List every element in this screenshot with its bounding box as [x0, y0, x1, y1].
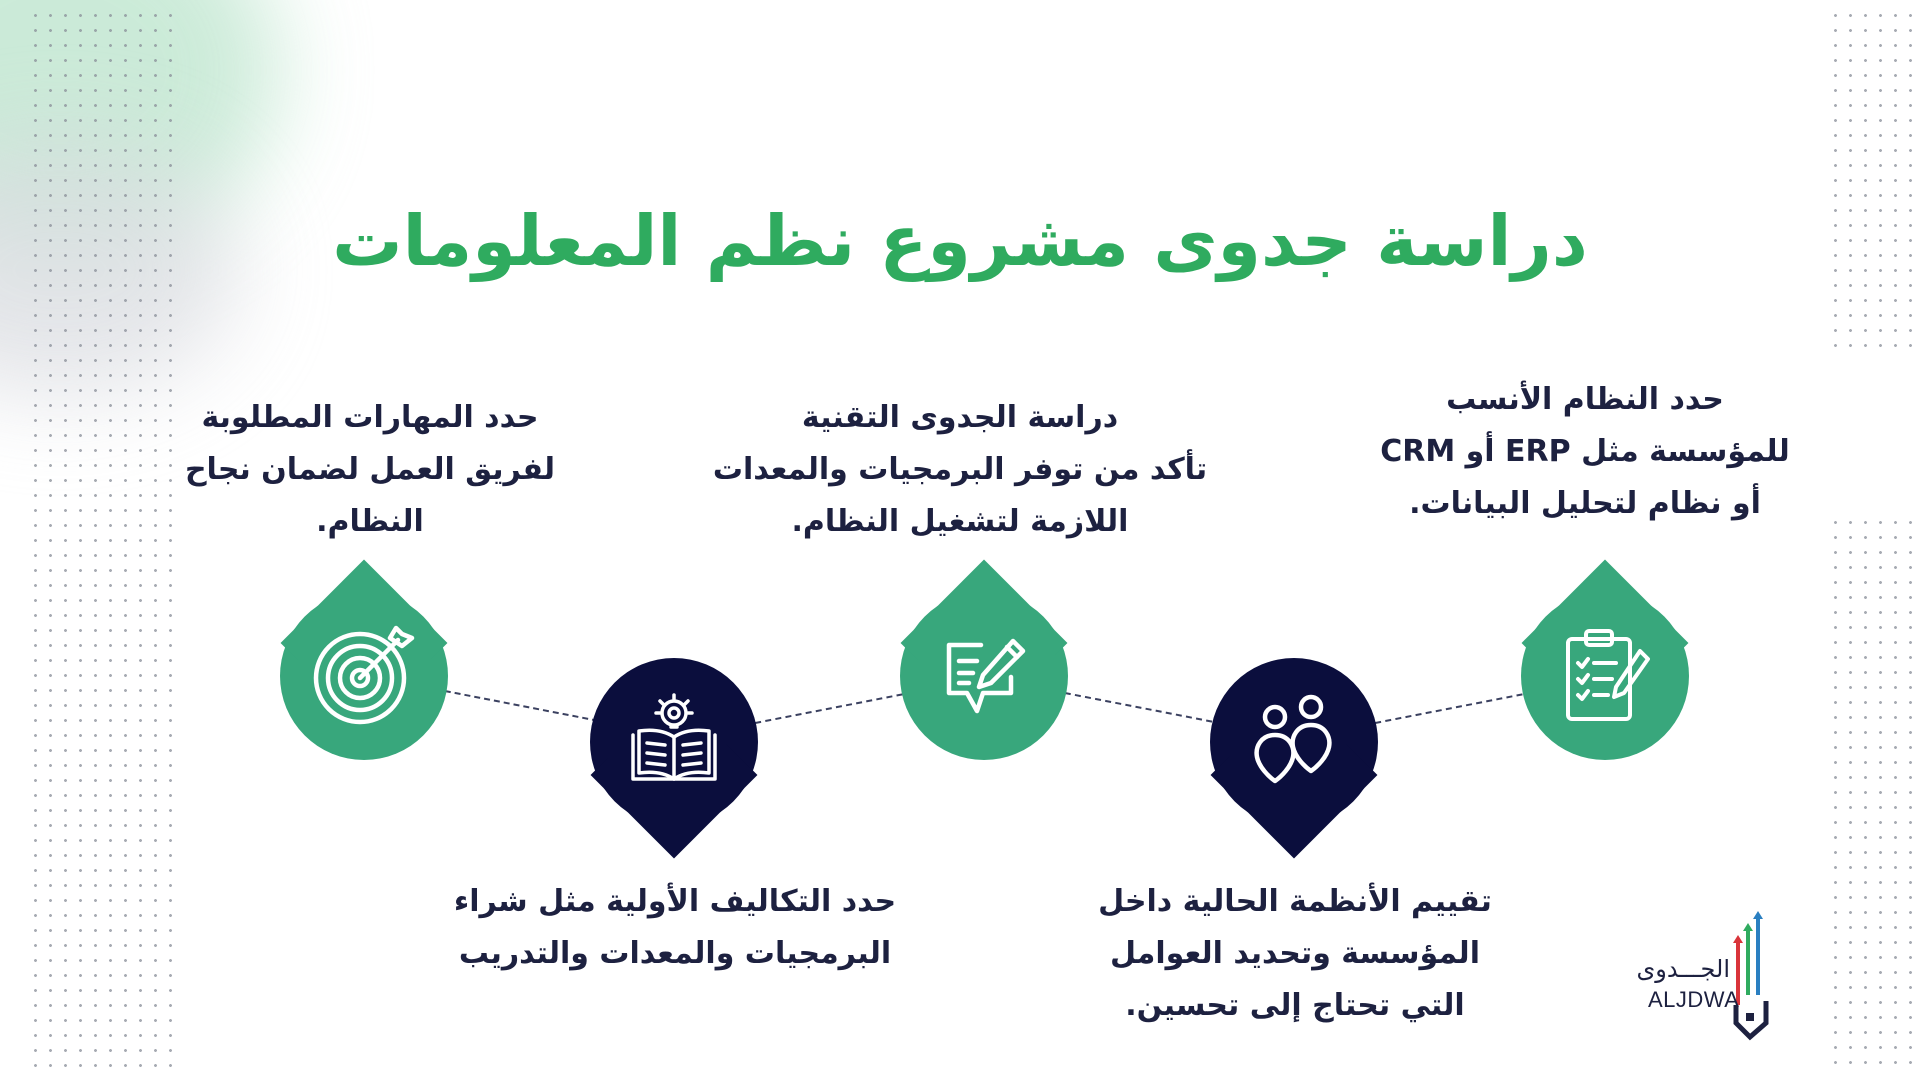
connector-line [1065, 692, 1213, 723]
book-lightbulb-icon [619, 687, 729, 797]
step-3-line: دراسة الجدوى التقنية [801, 400, 1119, 435]
connector-line [755, 693, 903, 724]
step-1-line: حدد النظام الأنسب [1446, 382, 1724, 417]
brand-logo [1636, 905, 1790, 1045]
step-1-line: أو نظام لتحليل البيانات. [1409, 486, 1761, 521]
people-icon [1239, 687, 1349, 797]
step-1-text [1360, 374, 1810, 530]
logo-latin-text: ALJDWA [1648, 987, 1740, 1012]
step-5-line: النظام. [316, 504, 424, 539]
page-title: دراسة جدوى مشروع نظم المعلومات [332, 200, 1588, 282]
step-4-line: البرمجيات والمعدات والتدريب [458, 936, 892, 971]
step-5-text [160, 392, 580, 548]
clipboard-checklist-icon [1550, 621, 1660, 731]
step-5-line: حدد المهارات المطلوبة [201, 400, 539, 435]
edit-message-icon [929, 621, 1039, 731]
step-2-line: تقييم الأنظمة الحالية داخل [1098, 884, 1492, 919]
step-3-marker [900, 592, 1068, 760]
step-5-line: لفريق العمل لضمان نجاح [184, 452, 556, 487]
step-3-line: اللازمة لتشغيل النظام. [791, 504, 1129, 539]
step-2-line: المؤسسة وتحديد العوامل [1110, 936, 1480, 971]
connector-line [445, 690, 599, 722]
dot-pattern-bottom-right [1828, 515, 1920, 1075]
step-2-line: التي تحتاج إلى تحسين. [1125, 988, 1465, 1023]
step-5-marker [280, 592, 448, 760]
logo-arabic-text: الجـــدوى [1636, 955, 1730, 983]
step-4-marker [590, 658, 758, 826]
dot-pattern-top-right [1828, 8, 1920, 348]
step-3-line: تأكد من توفر البرمجيات والمعدات [712, 452, 1208, 487]
target-icon [304, 616, 424, 736]
step-1-marker [1521, 592, 1689, 760]
step-4-line: حدد التكاليف الأولية مثل شراء [453, 884, 897, 919]
step-2-marker [1210, 658, 1378, 826]
step-3-text [700, 392, 1220, 548]
connector-line [1375, 693, 1523, 724]
step-4-text [420, 876, 930, 980]
step-1-line: للمؤسسة مثل ERP أو CRM [1380, 434, 1790, 469]
step-2-text [1050, 876, 1540, 1032]
dot-pattern-top-left [28, 8, 178, 1073]
